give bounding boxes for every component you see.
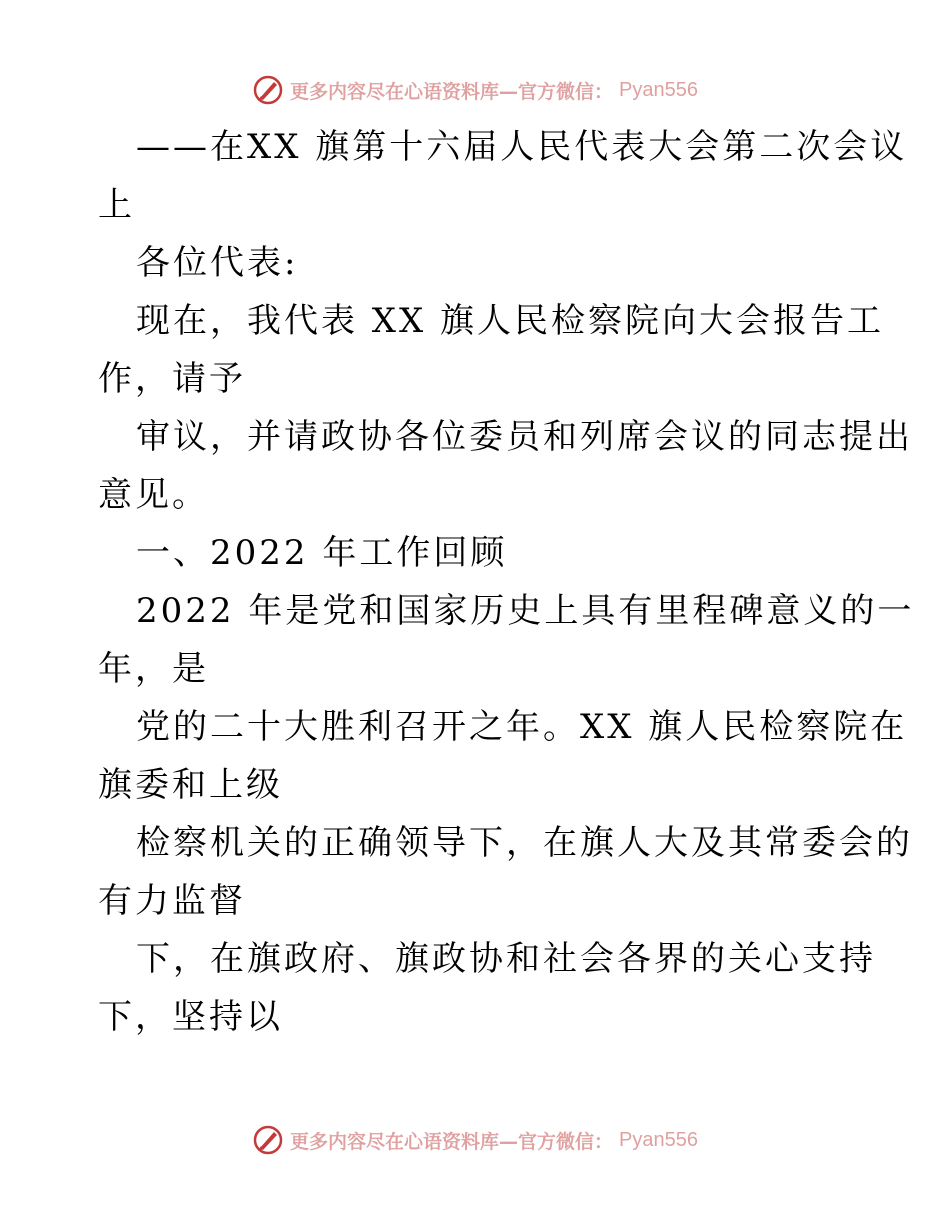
document-line: 检察机关的正确领导下，在旗人大及其常委会的: [136, 823, 913, 863]
document-line: 一、2022 年工作回顾: [136, 533, 508, 573]
document-line: 审议，并请政协各位委员和列席会议的同志提出: [136, 417, 913, 457]
document-line: 下，在旗政府、旗政协和社会各界的关心支持: [136, 939, 876, 979]
document-line: 党的二十大胜利召开之年。XX 旗人民检察院在: [136, 707, 908, 747]
document-body: [98, 118, 915, 1046]
document-line: 下，坚持以: [98, 997, 283, 1037]
document-line: 年，是: [98, 649, 209, 689]
document-line: 旗委和上级: [98, 765, 283, 805]
document-line: 意见。: [98, 475, 209, 515]
footer-watermark: [0, 1120, 950, 1160]
watermark-wechat-id: Pyan556: [619, 78, 698, 101]
watermark-group: [252, 74, 698, 106]
document-line: 现在，我代表 XX 旗人民检察院向大会报告工: [136, 301, 885, 341]
watermark-text: 更多内容尽在心语资料库—官方微信：: [290, 80, 614, 103]
document-line: 各位代表:: [136, 243, 299, 283]
document-line: 作，请予: [98, 359, 246, 399]
document-line: ——在XX 旗第十六届人民代表大会第二次会议: [136, 127, 908, 167]
quill-pen-circle-icon: [252, 74, 284, 106]
document-line: 2022 年是党和国家历史上具有里程碑意义的一: [136, 591, 915, 631]
document-line: 上: [98, 185, 135, 225]
watermark-group: [252, 1124, 698, 1156]
header-watermark: [0, 70, 950, 110]
watermark-text: 更多内容尽在心语资料库—官方微信：: [290, 1130, 614, 1153]
quill-pen-circle-icon: [252, 1124, 284, 1156]
document-line: 有力监督: [98, 881, 246, 921]
watermark-wechat-id: Pyan556: [619, 1128, 698, 1151]
